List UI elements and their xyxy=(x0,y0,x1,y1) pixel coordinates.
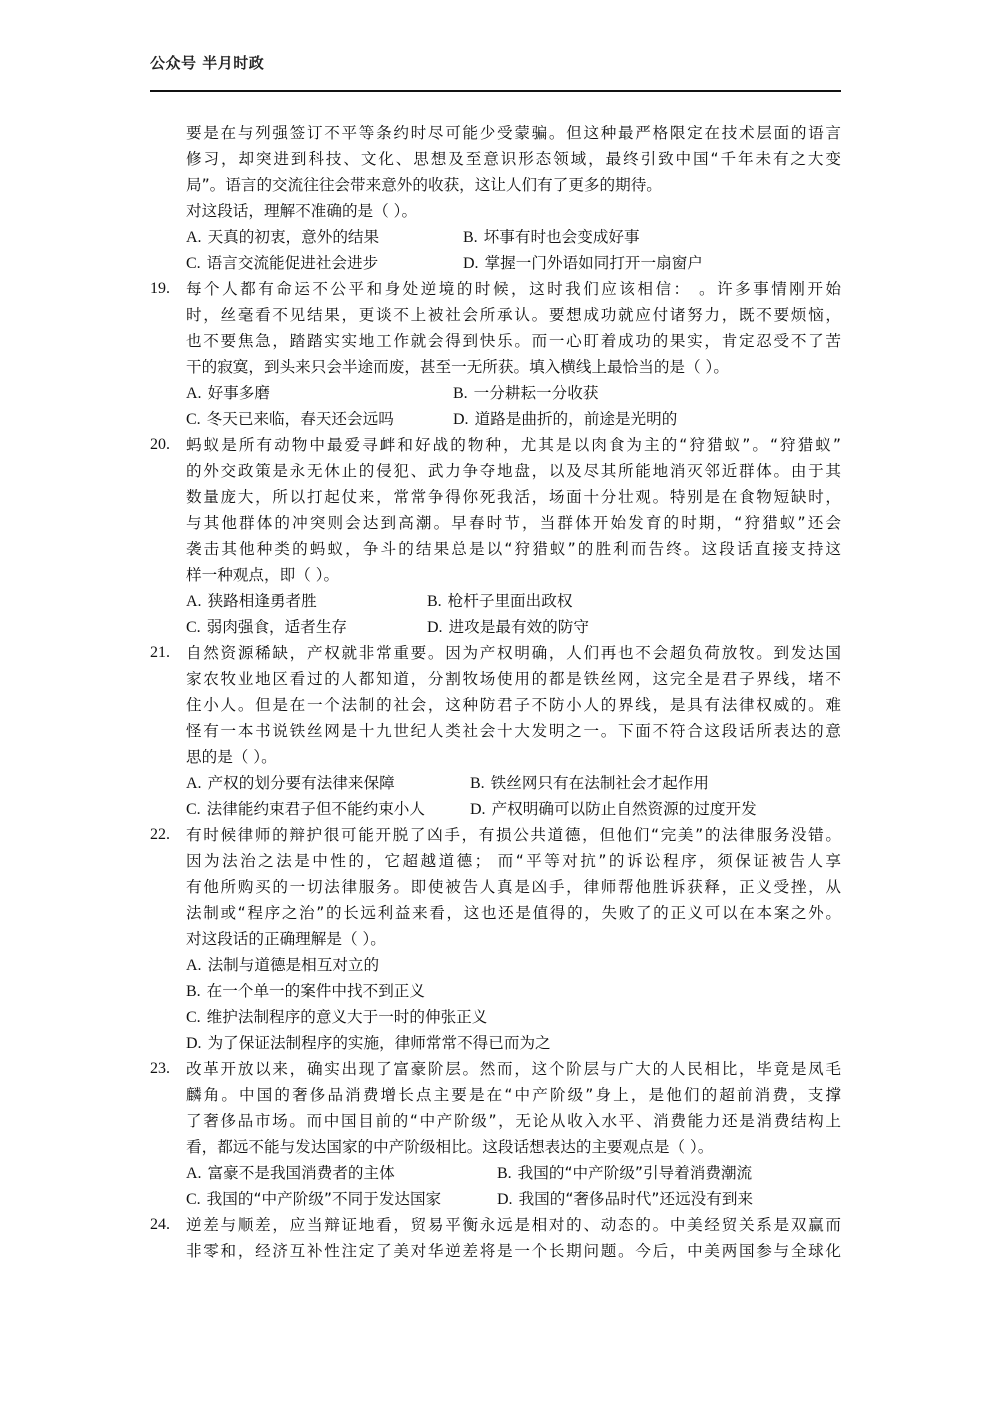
option-b: B. 铁丝网只有在法制社会才起作用 xyxy=(470,774,709,792)
option-a: A. 好事多磨 xyxy=(186,384,270,402)
paragraph-line: 怪有一本书说铁丝网是十九世纪人类社会十大发明之一。下面不符合这段话所表达的意 xyxy=(186,722,841,740)
question-prompt: 干的寂寞，到头来只会半途而废，甚至一无所获。填入横线上最恰当的是（ ）。 xyxy=(186,358,729,376)
option-b: B. 在一个单一的案件中找不到正义 xyxy=(186,982,425,1000)
question-number: 20. xyxy=(150,436,170,453)
option-d: D. 我国的“奢侈品时代”还远没有到来 xyxy=(497,1190,754,1208)
paragraph-line: 22. 有时候律师的辩护很可能开脱了凶手，有损公共道德，但他们“完美”的法律服务没错。 xyxy=(150,822,841,848)
option-a: A. 产权的划分要有法律来保障 xyxy=(186,774,395,792)
paragraph-line: 数量庞大，所以打起仗来，常常争得你死我活，场面十分壮观。特别是在食物短缺时， xyxy=(186,488,841,506)
options-row xyxy=(150,1160,841,1186)
question-21 xyxy=(150,640,841,822)
question-number: 24. xyxy=(150,1216,170,1233)
question-prompt: 思的是（ ）。 xyxy=(186,748,277,766)
question-number: 19. xyxy=(150,280,170,297)
question-19 xyxy=(150,276,841,432)
options-row xyxy=(150,614,841,640)
option-b: B. 枪杆子里面出政权 xyxy=(427,592,573,610)
question-22 xyxy=(150,822,841,1056)
option-b: B. 我国的“中产阶级”引导着消费潮流 xyxy=(497,1164,753,1182)
option-c: C. 冬天已来临，春天还会远吗 xyxy=(186,410,394,428)
question-23 xyxy=(150,1056,841,1212)
paragraph-line: 袭击其他种类的蚂蚁，争斗的结果总是以“狩猎蚁”的胜利而告终。这段话直接支持这 xyxy=(186,540,841,558)
paragraph-line: 的外交政策是永无休止的侵犯、武力争夺地盘，以及尽其所能地消灭邻近群体。由于其 xyxy=(186,462,841,480)
paragraph-line: 要是在与列强签订不平等条约时尽可能少受蒙骗。但这种最严格限定在技术层面的语言 xyxy=(186,124,841,142)
question-prompt: 对这段话的正确理解是（ ）。 xyxy=(186,930,386,948)
question-number: 23. xyxy=(150,1060,170,1077)
option-b: B. 一分耕耘一分收获 xyxy=(453,384,599,402)
header-divider xyxy=(150,90,841,92)
question-prompt: 对这段话，理解不准确的是（ ）。 xyxy=(186,202,418,220)
paragraph-line: 了奢侈品市场。而中国目前的“中产阶级”，无论从收入水平、消费能力还是消费结构上 xyxy=(186,1112,841,1130)
options-row xyxy=(150,1186,841,1212)
paragraph-line: 23. 改革开放以来，确实出现了富豪阶层。然而，这个阶层与广大的人民相比，毕竟是凤毛 xyxy=(150,1056,841,1082)
paragraph-line: 法制或“程序之治”的长远利益来看，这也还是值得的，失败了的正义可以在本案之外。 xyxy=(186,904,841,922)
option-a: A. 法制与道德是相互对立的 xyxy=(186,956,380,974)
paragraph-line: 19. 每个人都有命运不公平和身处逆境的时候，这时我们应该相信： 。许多事情刚开始 xyxy=(150,276,841,302)
document-body xyxy=(150,120,841,1264)
option-c: C. 我国的“中产阶级”不同于发达国家 xyxy=(186,1190,442,1208)
paragraph-line: 麟角。中国的奢侈品消费增长点主要是在“中产阶级”身上，是他们的超前消费，支撑 xyxy=(186,1086,841,1104)
paragraph-line: 与其他群体的冲突则会达到高潮。早春时节，当群体开始发育的时期，“狩猎蚁”还会 xyxy=(186,514,841,532)
option-c: C. 法律能约束君子但不能约束小人 xyxy=(186,800,425,818)
options-row xyxy=(150,796,841,822)
paragraph-line: 20. 蚂蚁是所有动物中最爱寻衅和好战的物种，尤其是以肉食为主的“狩猎蚁”。“狩猎蚁” xyxy=(150,432,841,458)
question-number: 22. xyxy=(150,826,170,843)
paragraph-line: 住小人。但是在一个法制的社会，这种防君子不防小人的界线，是具有法律权威的。难 xyxy=(186,696,841,714)
question-prompt: 看，都远不能与发达国家的中产阶级相比。这段话想表达的主要观点是（ ）。 xyxy=(186,1138,714,1156)
options-row xyxy=(150,380,841,406)
option-d: D. 掌握一门外语如同打开一扇窗户 xyxy=(463,254,703,272)
option-d: D. 产权明确可以防止自然资源的过度开发 xyxy=(470,800,757,818)
paragraph-line: 有他所购买的一切法律服务。即使被告人真是凶手，律师帮他胜诉获释，正义受挫，从 xyxy=(186,878,841,896)
options-row xyxy=(150,250,841,276)
option-a: A. 天真的初衷，意外的结果 xyxy=(186,228,380,246)
paragraph-line: 21. 自然资源稀缺，产权就非常重要。因为产权明确，人们再也不会超负荷放牧。到发达国 xyxy=(150,640,841,666)
options-row xyxy=(150,224,841,250)
option-a: A. 富豪不是我国消费者的主体 xyxy=(186,1164,395,1182)
paragraph-line: 也不要焦急，踏踏实实地工作就会得到快乐。而一心盯着成功的果实，肯定忍受不了苦 xyxy=(186,332,841,350)
question-prompt: 样一种观点，即（ ）。 xyxy=(186,566,340,584)
paragraph-line: 24. 逆差与顺差，应当辩证地看，贸易平衡永远是相对的、动态的。中美经贸关系是双赢而 xyxy=(150,1212,841,1238)
paragraph-line: 因为法治之法是中性的，它超越道德； 而“平等对抗”的诉讼程序，须保证被告人享 xyxy=(186,852,841,870)
option-a: A. 狭路相逢勇者胜 xyxy=(186,592,317,610)
question-number: 21. xyxy=(150,644,170,661)
option-c: C. 语言交流能促进社会进步 xyxy=(186,254,379,272)
question-24 xyxy=(150,1212,841,1264)
paragraph-line: 修习，却突进到科技、文化、思想及至意识形态领域，最终引致中国“千年未有之大变 xyxy=(186,150,841,168)
paragraph-line: 局”。语言的交流往往会带来意外的收获，这让人们有了更多的期待。 xyxy=(186,176,662,194)
option-b: B. 坏事有时也会变成好事 xyxy=(463,228,640,246)
option-d: D. 道路是曲折的，前途是光明的 xyxy=(453,410,678,428)
options-row xyxy=(150,406,841,432)
option-c: C. 维护法制程序的意义大于一时的伸张正义 xyxy=(186,1008,488,1026)
option-c: C. 弱肉强食，适者生存 xyxy=(186,618,348,636)
options-row xyxy=(150,588,841,614)
paragraph-line: 非零和，经济互补性注定了美对华逆差将是一个长期问题。今后，中美两国参与全球化 xyxy=(186,1242,841,1260)
question-18-continuation xyxy=(150,120,841,276)
question-20 xyxy=(150,432,841,640)
options-row xyxy=(150,770,841,796)
option-d: D. 进攻是最有效的防守 xyxy=(427,618,589,636)
option-d: D. 为了保证法制程序的实施，律师常常不得已而为之 xyxy=(186,1034,551,1052)
paragraph-line: 时，丝毫看不见结果，更谈不上被社会所承认。要想成功就应付诸努力，既不要烦恼， xyxy=(186,306,841,324)
paragraph-line: 家农牧业地区看过的人都知道，分割牧场使用的都是铁丝网，这完全是君子界线，堵不 xyxy=(186,670,841,688)
page-header-title: 公众号 半月时政 xyxy=(150,54,265,72)
